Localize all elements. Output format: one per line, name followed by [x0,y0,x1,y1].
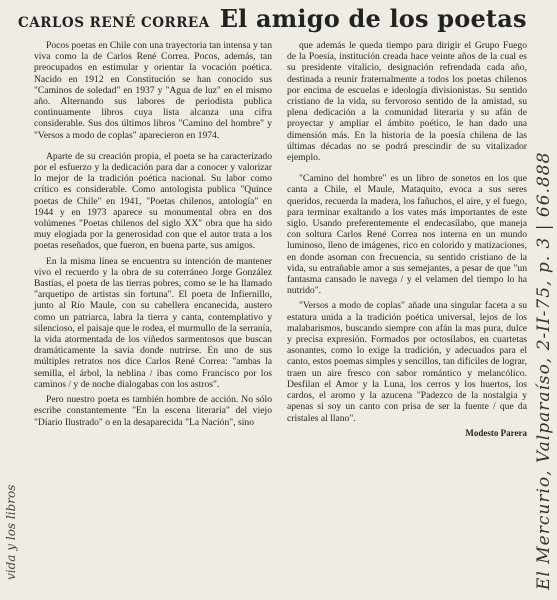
paragraph: Aparte de su creación propia, el poeta se ha caracterizado por el esfuerzo y la dedicación para dar a conocer y valorizar lo mejor de la tradición poética nacional. Su labor como crítico es considerable. Como antologista publica "Quince poetas de Chile" en 1941, "Poetas chilenos, antología" en 1944 y en 1973 aparece su monumental obra en dos volúmenes "Poetas chilenos del siglo XX" obra que ha sido muy elogiada por la generosidad con que el autor trata a los poetas reseñados, que fueron, en buena parte, sus amigos. [34,150,272,252]
right-margin-annotation [530,70,556,600]
paragraph: "Versos a modo de coplas" añade una singular faceta a su estatura unida a la tradición poética universal, lejos de los malabarismos, buscando siempre con afán la mas pura, dulce y precisa expresión. Formados por octosílabos, en cuartetas asonantes, como lo exige la tradición, y adecuados para el canto, estos poemas simples y sencillos, tan difíciles de lograr, traen un aire fresco con sabor romántico y melancólico. Desfilan el Amor y la Luna, los cerros y los huertos, los cardos, el aromo y la azucena "Padezco de la nostalgia y apenas si soy un canto con prisa de ser la fuente / que da cristales al llano". [287,300,527,424]
paragraph: En la misma línea se encuentra su intención de mantener vivo el recuerdo y la obra de su coterráneo Jorge González Bastías, el poeta de las tierras pobres, como se le ha llamado "arquetipo de artistas sin fortuna". El poeta de Infiernillo, junto al Río Maule, con su cabellera encanecida, austero como un patriarca, labra la tierra y canta, contemplativo y silencioso, el paisaje que le rodea, el murmullo de la serranía, la vida atormentada de los viñedos sarmentosos que buscan dramáticamente la savia donde nutrirse. En uno de sus múltiples retratos nos dice Carlos René Correa: "ambas la semilla, el árbol, la neblina / ibas como Francisco por los caminos / y de noche dialogabas con los astros". [34,255,272,390]
article-title: El amigo de los poetas [219,4,527,33]
article-headline [18,4,527,34]
right-column [287,40,527,443]
handwritten-source-note: El Mercurio, Valparaíso, 2-II-75, p. 3 | 66.888 [534,151,554,590]
paragraph: "Camino del hombre" es un libro de sonetos en los que canta a Chile, el Maule, Mataquito, evoca a sus seres queridos, recuerda la madera, los fañuchos, el aire, y el fuego, para terminar exaltando a los vates más importantes de este siglo. Usando preferentemente el endecasílabo, que maneja con soltura Carlos René Correa nos interna en un mundo luminoso, lleno de imágenes, rico en colorido y matizaciones, en donde asoman con frecuencia, su sentido cristiano de la vida, su entrañable amor a sus semejantes, a pesar de que "un fantasma cansado le navega / y el velamen del tiempo lo ha nutrido". [287,173,527,297]
handwritten-note-left: vida y los libros [4,484,18,580]
left-margin-annotation [2,330,26,590]
paragraph: que además le queda tiempo para dirigir el Grupo Fuego de la Poesía, institución creada hace veinte años de la cual es su presidente vitalicio, designación refrendada cada año, destinada a reunir fraternalmente a todos los poetas chilenos por encima de escuelas e ideología divisionistas. Su sentido cristiano de la vida, su fervoroso sentido de la amistad, su plena dedicación a la comunidad literaria y su afán de proyectar y ampliar el ámbito poético, le han dado una dimensión más. En la historia de la poesía chilena de las últimas décadas no se podrá prescindir de su vitalizador ejemplo. [287,40,527,164]
author-kicker: CARLOS RENÉ CORREA [18,15,210,31]
left-column [34,40,272,432]
paragraph: Pero nuestro poeta es también hombre de acción. No sólo escribe constantemente "En la escena literaria" del viejo "Diario Ilustrado" o en la desaparecida "La Nación", sino [34,394,272,428]
author-signature: Modesto Parera [465,427,527,438]
paragraph: Pocos poetas en Chile con una trayectoria tan intensa y tan viva como la de Carlos René Correa. Pocos, además, tan preocupados en estimular y orientar la vocación poética. Nacido en 1912 en Constitución se han conocido sus "Caminos de soledad" en 1937 y "Agua de luz" en el mismo año. Alternando sus labores de periodista publica continuamente libros cuya lista alcanza una cifra considerable. Sus dos últimos libros "Camino del hombre" y "Versos a modo de coplas" aparecieron en 1974. [34,40,272,141]
